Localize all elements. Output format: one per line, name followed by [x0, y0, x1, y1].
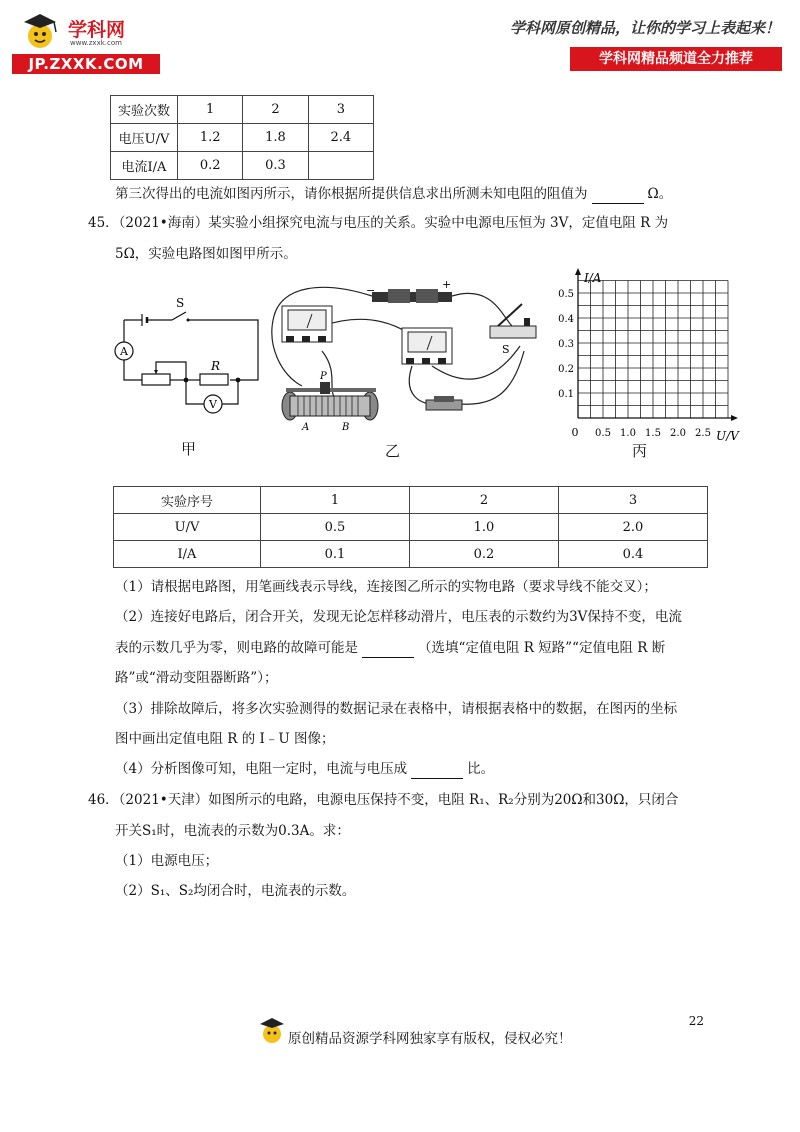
table-cell: U/V	[114, 514, 261, 541]
switch-device-icon	[490, 304, 536, 338]
table-cell: 1	[178, 96, 243, 124]
table-cell: 0.3	[243, 152, 308, 180]
table-row	[114, 514, 708, 541]
table-cell: 0.4	[559, 541, 708, 568]
q45-line-1: 45．（2021•海南）某实验小组探究电流与电压的关系。实验中电源电压恒为 3V，定值电阻 R 为	[88, 215, 669, 231]
x-tick-label: 1.5	[645, 428, 661, 439]
caption-bing: 丙	[632, 442, 648, 460]
q46-part-1: （1）电源电压；	[115, 853, 219, 869]
table-row	[111, 152, 374, 180]
table-cell: 2.4	[308, 124, 373, 152]
table-cell	[308, 152, 373, 180]
q46-line-1: 46．（2021•天津）如图所示的电路，电源电压保持不变，电阻 R₁、R₂分别为20Ω和30Ω，只闭合	[88, 792, 679, 808]
ammeter-label: A	[120, 345, 128, 358]
recommend-badge[interactable]: 学科网精品频道全力推荐	[570, 47, 782, 71]
footer-logo-icon	[258, 1016, 286, 1046]
voltmeter-device-icon	[282, 306, 332, 342]
table-cell: 1.8	[243, 124, 308, 152]
y-axis-arrow-icon	[575, 268, 581, 275]
table-cell: 电压U/V	[111, 124, 178, 152]
table-experiment-1	[110, 95, 374, 180]
slider-label-p: P	[320, 371, 327, 382]
table-cell: 2	[410, 487, 559, 514]
footer-copyright: 原创精品资源学科网独家享有版权，侵权必究！	[288, 1031, 572, 1047]
resistor-label: R	[211, 359, 221, 373]
battery-plus-label: +	[442, 278, 452, 291]
y-tick-label: 0.1	[558, 389, 574, 400]
y-axis-label: I/A	[584, 271, 602, 285]
table-cell: 0.2	[178, 152, 243, 180]
q46-line-2: 开关S₁时，电流表的示数为0.3A。求：	[115, 823, 350, 839]
answer-blank[interactable]	[592, 189, 644, 204]
q45-part-4-tail: 比。	[467, 761, 495, 777]
caption-yi: 乙	[385, 442, 401, 460]
brand-domain: www.zxxk.com	[70, 39, 122, 47]
table-experiment-2	[113, 486, 708, 568]
q45-part-1: （1）请根据电路图，用笔画线表示导线，连接图乙所示的实物电路（要求导线不能交叉）；	[115, 579, 657, 595]
q44-tail-line	[115, 184, 672, 204]
x-axis-arrow-icon	[731, 415, 738, 421]
battery-icon	[372, 292, 452, 302]
y-tick-label: 0.2	[558, 364, 574, 375]
header-slogan: 学科网原创精品，让你的学习上表起来！	[509, 19, 780, 37]
circuit-diagram-jia	[108, 292, 268, 422]
x-tick-label: 2.5	[695, 428, 711, 439]
rheostat-icon	[282, 382, 378, 420]
table-cell: 3	[308, 96, 373, 124]
y-tick-label: 0.4	[558, 314, 574, 325]
ammeter-device-icon	[402, 328, 452, 364]
switch-label: S	[176, 296, 185, 310]
brand-url-badge[interactable]: JP.ZXXK.COM	[12, 54, 160, 74]
battery-minus-label: −	[366, 284, 376, 297]
brand-logo-icon	[18, 10, 64, 54]
y-tick-label: 0.5	[558, 289, 574, 300]
table-cell: I/A	[114, 541, 261, 568]
terminal-label-b: B	[342, 422, 350, 433]
table-cell: 1.2	[178, 124, 243, 152]
x-tick-label: 0.5	[595, 428, 611, 439]
q45-part-2b-options: （选填“定值电阻 R 短路”“定值电阻 R 断	[418, 640, 666, 656]
q45-part-3a: （3）排除故障后，将多次实验测得的数据记录在表格中，请根据表格中的数据，在图丙的坐标	[115, 701, 678, 717]
q45-part-4	[115, 759, 494, 779]
table-cell: 电流I/A	[111, 152, 178, 180]
x-axis-label: U/V	[716, 429, 739, 443]
table-row	[114, 487, 708, 514]
q45-part-2b-text: 表的示数几乎为零，则电路的故障可能是	[115, 640, 358, 656]
x-tick-label: 1.0	[620, 428, 636, 439]
iu-grid-bing	[548, 266, 743, 444]
q46-part-2: （2）S₁、S₂均闭合时，电流表的示数。	[115, 883, 356, 899]
junction-dot	[184, 378, 189, 383]
caption-jia: 甲	[181, 440, 197, 458]
table-cell: 0.2	[410, 541, 559, 568]
q45-part-2c: 路”或“滑动变阻器断路”）；	[115, 670, 278, 686]
table-cell: 2.0	[559, 514, 708, 541]
table-cell: 实验序号	[114, 487, 261, 514]
q45-part-3b: 图中画出定值电阻 R 的 I﹣U 图像；	[115, 731, 335, 747]
q44-text: 第三次得出的电流如图丙所示，请你根据所提供信息求出所测未知电阻的阻值为	[115, 186, 588, 202]
brand-name: 学科网	[68, 19, 126, 41]
junction-dot	[236, 378, 241, 383]
y-tick-label: 0.3	[558, 339, 574, 350]
q45-part-2b	[115, 638, 665, 658]
table-cell: 3	[559, 487, 708, 514]
q45-part-2a: （2）连接好电路后，闭合开关，发现无论怎样移动滑片，电压表的示数约为3V保持不变，电流	[115, 609, 682, 625]
physical-circuit-yi	[262, 276, 542, 436]
answer-blank[interactable]	[411, 764, 463, 779]
terminal-label-a: A	[302, 422, 310, 433]
table-cell: 实验次数	[111, 96, 178, 124]
table-row	[111, 96, 374, 124]
table-cell: 1.0	[410, 514, 559, 541]
q44-unit: Ω。	[647, 186, 673, 202]
voltmeter-label: V	[209, 398, 217, 411]
switch-device-label: S	[502, 343, 510, 356]
resistor-device-icon	[426, 396, 462, 410]
table-cell: 0.1	[261, 541, 410, 568]
origin-label: 0	[571, 426, 579, 439]
table-row	[114, 541, 708, 568]
table-row	[111, 124, 374, 152]
table-cell: 2	[243, 96, 308, 124]
x-tick-label: 2.0	[670, 428, 686, 439]
q45-part-4-text: （4）分析图像可知，电阻一定时，电流与电压成	[115, 761, 408, 777]
table-cell: 1	[261, 487, 410, 514]
answer-blank[interactable]	[362, 643, 414, 658]
q45-line-2: 5Ω，实验电路图如图甲所示。	[115, 246, 297, 262]
table-cell: 0.5	[261, 514, 410, 541]
page-number: 22	[688, 1014, 704, 1028]
